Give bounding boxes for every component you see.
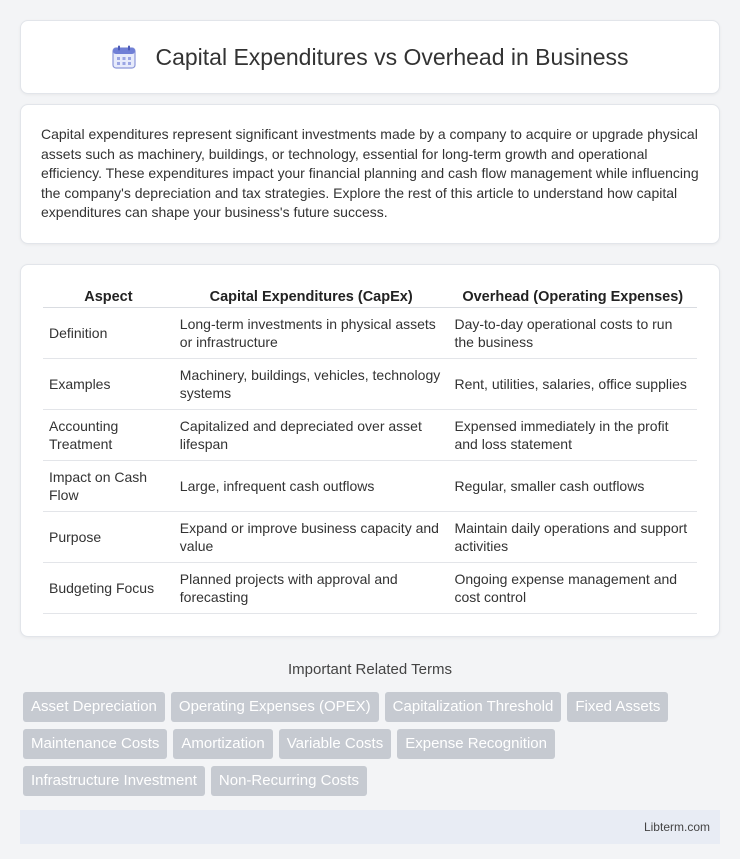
footer-brand-link[interactable]: Libterm.com [643, 819, 710, 834]
table-row [43, 511, 697, 562]
cell-overhead: Ongoing expense management and cost control [448, 562, 697, 613]
related-terms-title: Important Related Terms [288, 660, 452, 678]
term-tag[interactable]: Expense Recognition [397, 729, 555, 759]
intro-text: Capital expenditures represent significant investments made by a company to acquire or upgrade physical assets such as machinery, buildings, or technology, essential for long-term growth and operational efficiency. These expenditures impact your financial planning and cash flow management while influencing the company's depreciation and tax strategies. Explore the rest of this article to understand how capital expenditures can shape your business's future success. [41, 126, 699, 220]
term-tag[interactable]: Fixed Assets [567, 692, 668, 722]
footer [20, 810, 720, 844]
cell-aspect: Purpose [43, 511, 174, 562]
term-tag[interactable]: Asset Depreciation [23, 692, 165, 722]
cell-overhead: Expensed immediately in the profit and loss statement [448, 409, 697, 460]
cell-overhead: Regular, smaller cash outflows [448, 460, 697, 511]
cell-capex: Large, infrequent cash outflows [174, 460, 449, 511]
cell-capex: Expand or improve business capacity and value [174, 511, 449, 562]
term-tag[interactable]: Operating Expenses (OPEX) [171, 692, 379, 722]
term-tag[interactable]: Amortization [173, 729, 272, 759]
header-card [20, 20, 720, 94]
table-row [43, 409, 697, 460]
cell-aspect: Budgeting Focus [43, 562, 174, 613]
term-tag[interactable]: Maintenance Costs [23, 729, 167, 759]
comparison-table-card [20, 264, 720, 637]
term-tag[interactable]: Capitalization Threshold [385, 692, 562, 722]
cell-overhead: Rent, utilities, salaries, office supplies [448, 358, 697, 409]
cell-capex: Planned projects with approval and forecasting [174, 562, 449, 613]
cell-capex: Long-term investments in physical assets or infrastructure [174, 307, 449, 358]
table-row [43, 358, 697, 409]
column-header: Capital Expenditures (CapEx) [174, 285, 449, 308]
cell-aspect: Definition [43, 307, 174, 358]
cell-capex: Capitalized and depreciated over asset lifespan [174, 409, 449, 460]
page-title: Capital Expenditures vs Overhead in Business [155, 43, 629, 70]
calendar-icon [111, 44, 137, 70]
table-row [43, 307, 697, 358]
cell-aspect: Examples [43, 358, 174, 409]
cell-overhead: Day-to-day operational costs to run the business [448, 307, 697, 358]
table-row [43, 562, 697, 613]
comparison-table [43, 285, 697, 614]
cell-aspect: Accounting Treatment [43, 409, 174, 460]
column-header: Overhead (Operating Expenses) [448, 285, 697, 308]
intro-card [20, 104, 720, 244]
cell-aspect: Impact on Cash Flow [43, 460, 174, 511]
table-row [43, 460, 697, 511]
related-terms-list [20, 692, 720, 796]
term-tag[interactable]: Non-Recurring Costs [211, 766, 367, 796]
table-header-row [43, 285, 697, 308]
cell-capex: Machinery, buildings, vehicles, technology systems [174, 358, 449, 409]
term-tag[interactable]: Variable Costs [279, 729, 391, 759]
cell-overhead: Maintain daily operations and support activities [448, 511, 697, 562]
column-header: Aspect [43, 285, 174, 308]
term-tag[interactable]: Infrastructure Investment [23, 766, 205, 796]
